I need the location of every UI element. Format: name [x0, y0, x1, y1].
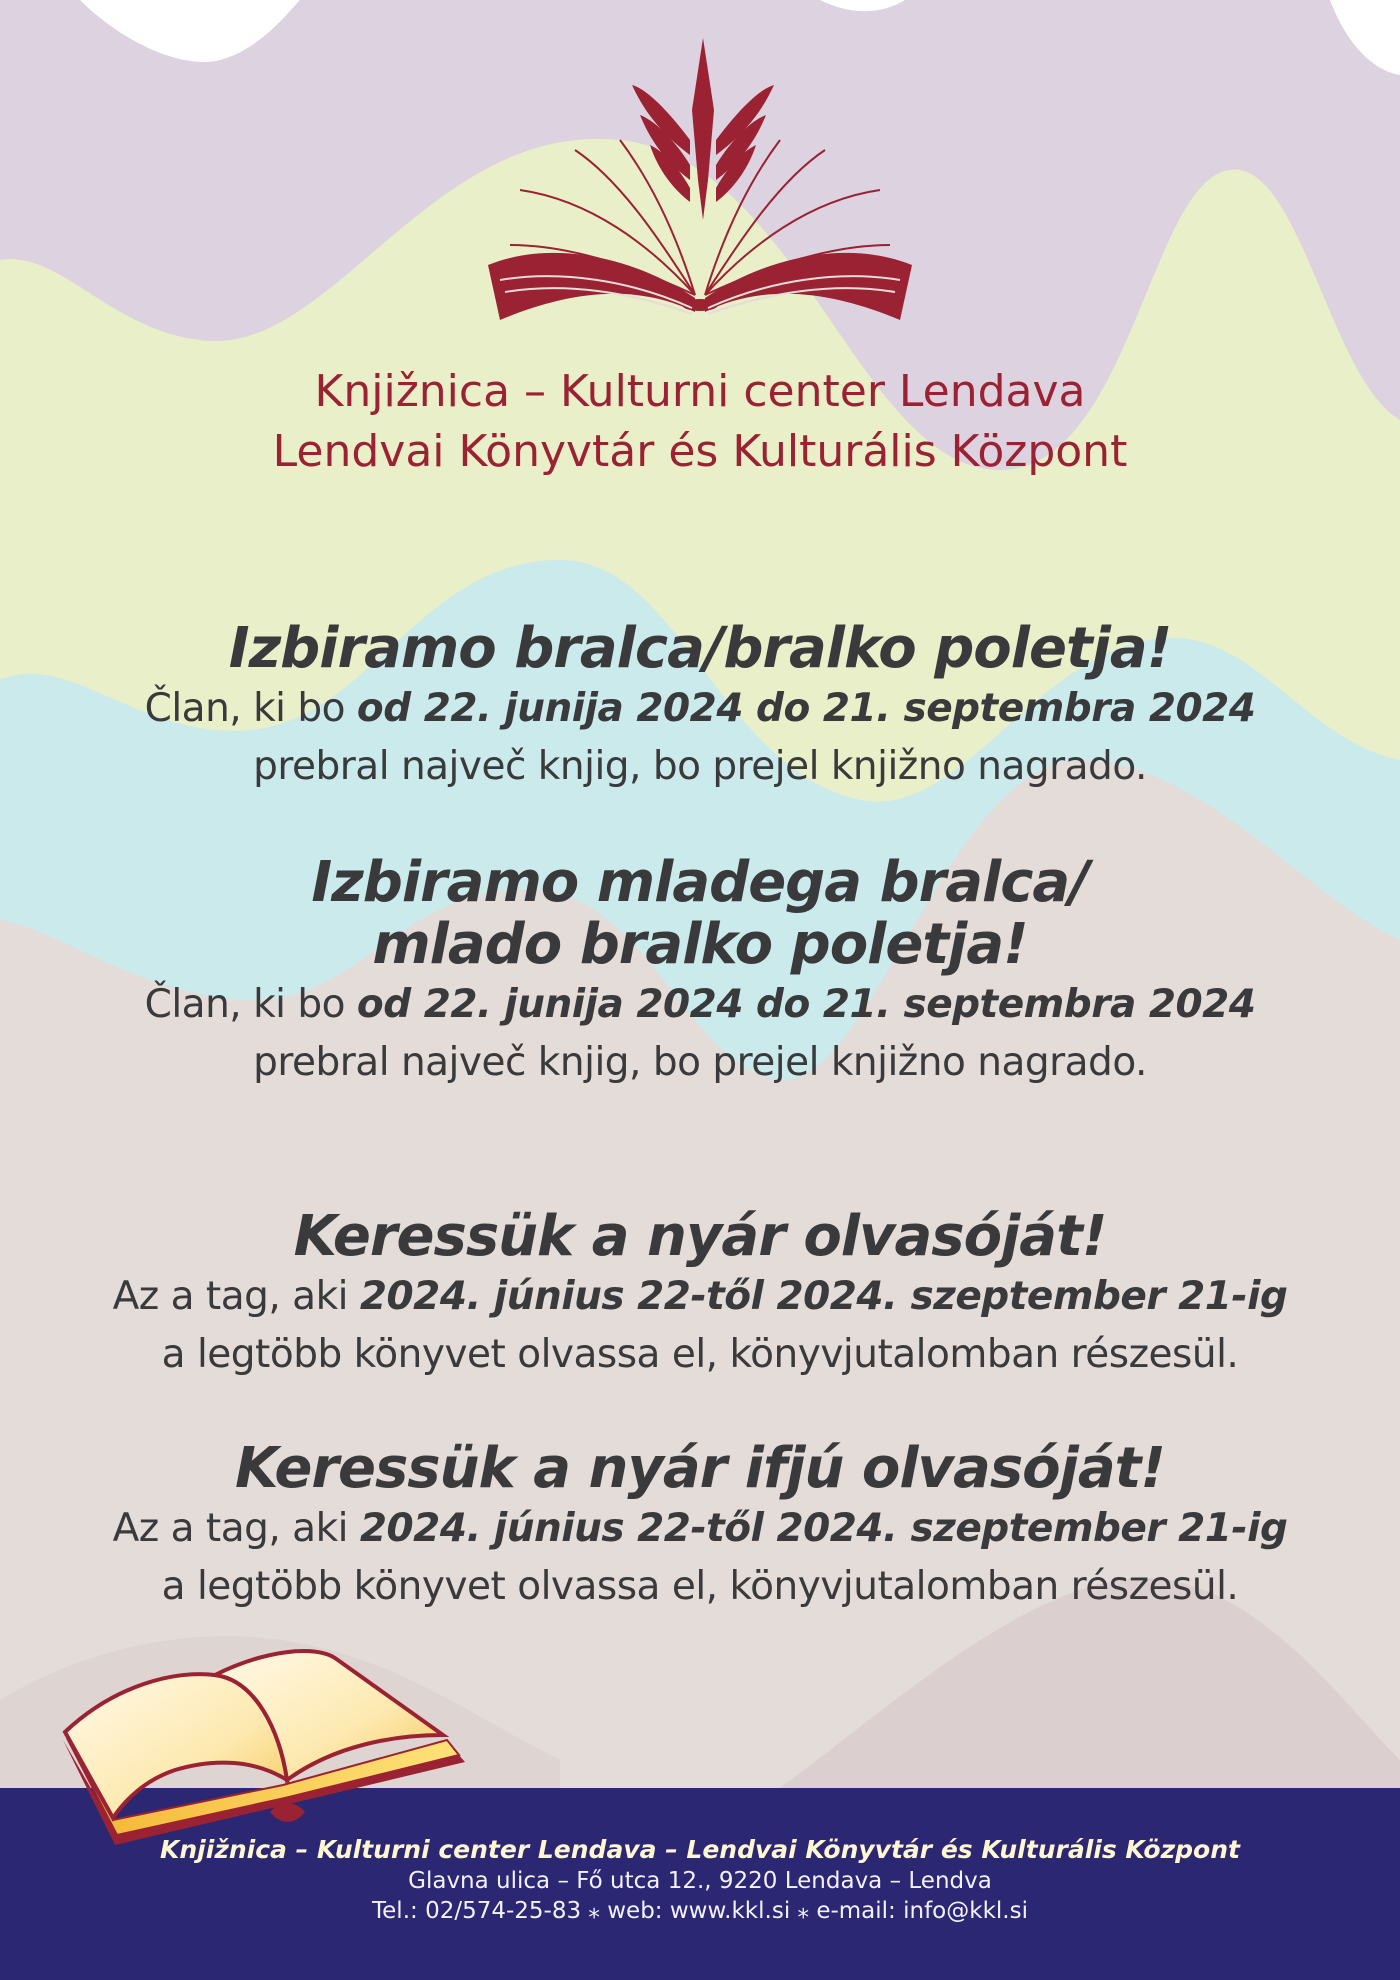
announcement-line-1: Az a tag, aki 2024. június 22-től 2024. szeptember 21-ig: [112, 1506, 1288, 1551]
org-name-slovene: Knjižnica – Kulturni center Lendava: [314, 366, 1086, 417]
footer-title: Knjižnica – Kulturni center Lendava – Lendvai Könyvtár és Kulturális Központ: [160, 1835, 1240, 1864]
announcement-headline: Izbiramo mladega bralca/: [311, 850, 1089, 915]
announcement-headline: Keressük a nyár olvasóját!: [293, 1204, 1107, 1269]
organization-names: [0, 362, 1400, 482]
announcement-youth-hungarian: [0, 1438, 1400, 1616]
org-name-hungarian: Lendvai Könyvtár és Kulturális Központ: [272, 426, 1128, 477]
announcement-adult-slovene: [0, 618, 1400, 796]
announcement-headline: Keressük a nyár ifjú olvasóját!: [235, 1436, 1165, 1501]
open-book-icon: [55, 1640, 475, 1850]
library-logo-icon: [480, 30, 920, 340]
announcement-line-2: prebral največ knjig, bo prejel knjižno nagrado.: [253, 744, 1147, 789]
announcement-dates: 2024. június 22-től 2024. szeptember 21-ig: [359, 1274, 1288, 1319]
announcement-dates: od 22. junija 2024 do 21. septembra 2024: [356, 686, 1256, 731]
announcement-adult-hungarian: [0, 1206, 1400, 1384]
announcement-dates: 2024. június 22-től 2024. szeptember 21-ig: [359, 1506, 1288, 1551]
footer-address: Glavna ulica – Fő utca 12., 9220 Lendava – Lendva: [408, 1868, 992, 1894]
announcement-dates: od 22. junija 2024 do 21. septembra 2024: [356, 982, 1256, 1027]
announcement-line-2: prebral največ knjig, bo prejel knjižno nagrado.: [253, 1040, 1147, 1085]
announcement-line-2: a legtöbb könyvet olvassa el, könyvjutalomban részesül.: [161, 1564, 1239, 1609]
announcement-line-1: Az a tag, aki 2024. június 22-től 2024. szeptember 21-ig: [112, 1274, 1288, 1319]
announcement-youth-slovene: [0, 852, 1400, 1092]
announcement-headline: Izbiramo bralca/bralko poletja!: [228, 616, 1172, 681]
announcement-line-1: Član, ki bo od 22. junija 2024 do 21. septembra 2024: [144, 686, 1256, 731]
announcement-line-1: Član, ki bo od 22. junija 2024 do 21. septembra 2024: [144, 982, 1256, 1027]
announcement-line-2: a legtöbb könyvet olvassa el, könyvjutalomban részesül.: [161, 1332, 1239, 1377]
announcement-headline-cont: mlado bralko poletja!: [372, 912, 1028, 977]
footer-contact: Tel.: 02/574-25-83 ⁎ web: www.kkl.si ⁎ e-mail: info@kkl.si: [372, 1898, 1028, 1924]
